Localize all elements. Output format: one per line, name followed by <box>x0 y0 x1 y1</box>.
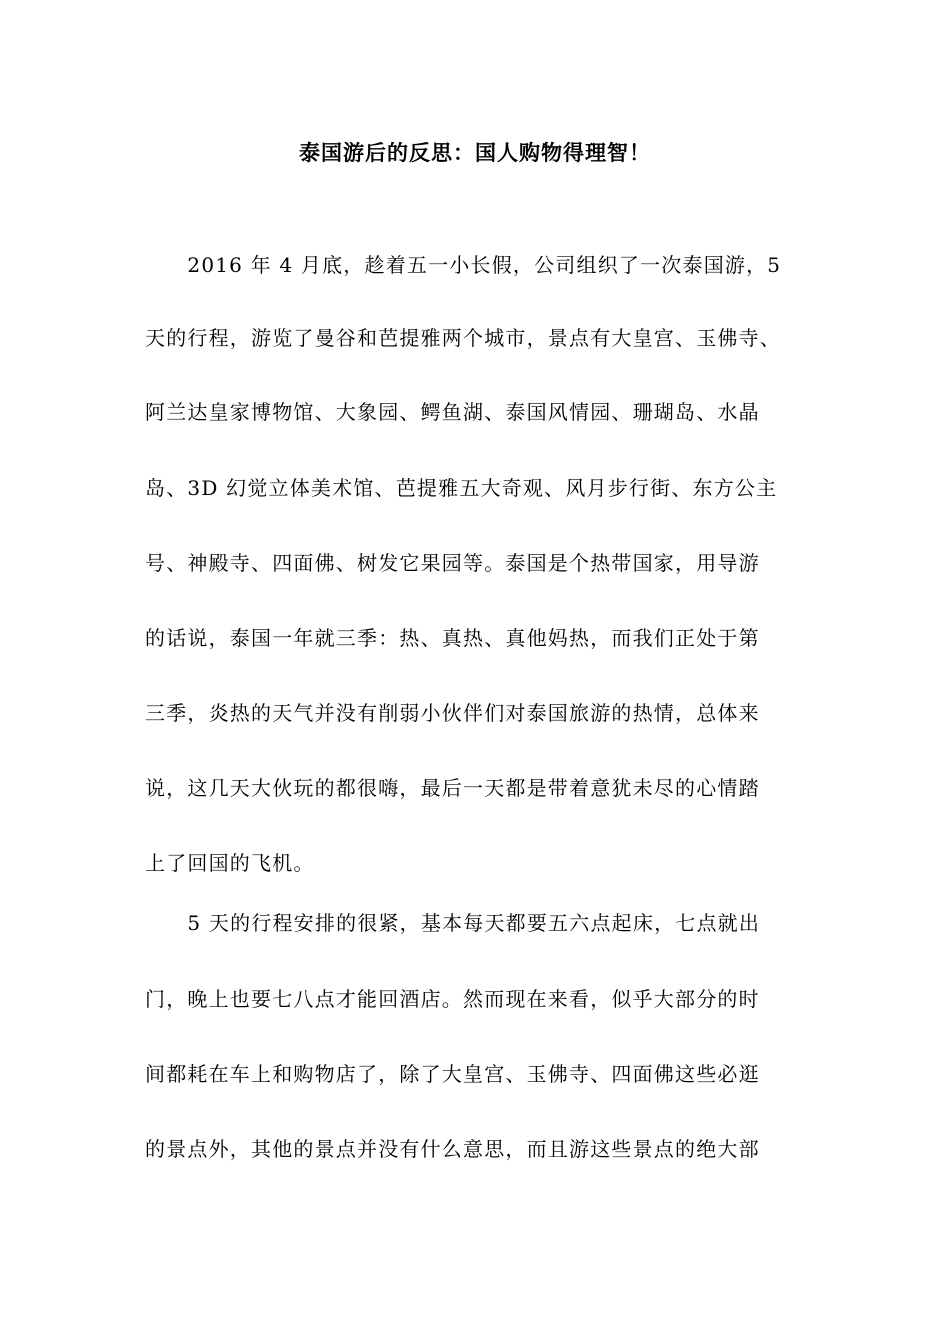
paragraph-line: 三季，炎热的天气并没有削弱小伙伴们对泰国旅游的热情，总体来 <box>145 701 760 725</box>
paragraph-line: 5 天的行程安排的很紧，基本每天都要五六点起床，七点就出 <box>145 911 761 935</box>
paragraph-line: 上了回国的飞机。 <box>145 851 315 875</box>
document-title: 泰国游后的反思：国人购物得理智！ <box>299 140 651 165</box>
paragraph-line: 的话说，泰国一年就三季：热、真热、真他妈热，而我们正处于第 <box>145 626 760 650</box>
paragraph-line: 阿兰达皇家博物馆、大象园、鳄鱼湖、泰国风情园、珊瑚岛、水晶 <box>145 400 760 424</box>
paragraph-line: 间都耗在车上和购物店了，除了大皇宫、玉佛寺、四面佛这些必逛 <box>145 1062 760 1086</box>
paragraph-line: 天的行程，游览了曼谷和芭提雅两个城市，景点有大皇宫、玉佛寺、 <box>145 326 781 350</box>
paragraph-line: 门，晚上也要七八点才能回酒店。然而现在来看，似乎大部分的时 <box>145 987 760 1011</box>
paragraph-line: 岛、3D 幻觉立体美术馆、芭提雅五大奇观、风月步行街、东方公主 <box>145 476 778 500</box>
paragraph-line: 2016 年 4 月底，趁着五一小长假，公司组织了一次泰国游，5 <box>145 253 782 277</box>
paragraph-line: 说，这几天大伙玩的都很嗨，最后一天都是带着意犹未尽的心情踏 <box>145 776 760 800</box>
paragraph-line: 的景点外，其他的景点并没有什么意思，而且游这些景点的绝大部 <box>145 1137 760 1161</box>
paragraph-line: 号、神殿寺、四面佛、树发它果园等。泰国是个热带国家，用导游 <box>145 551 760 575</box>
